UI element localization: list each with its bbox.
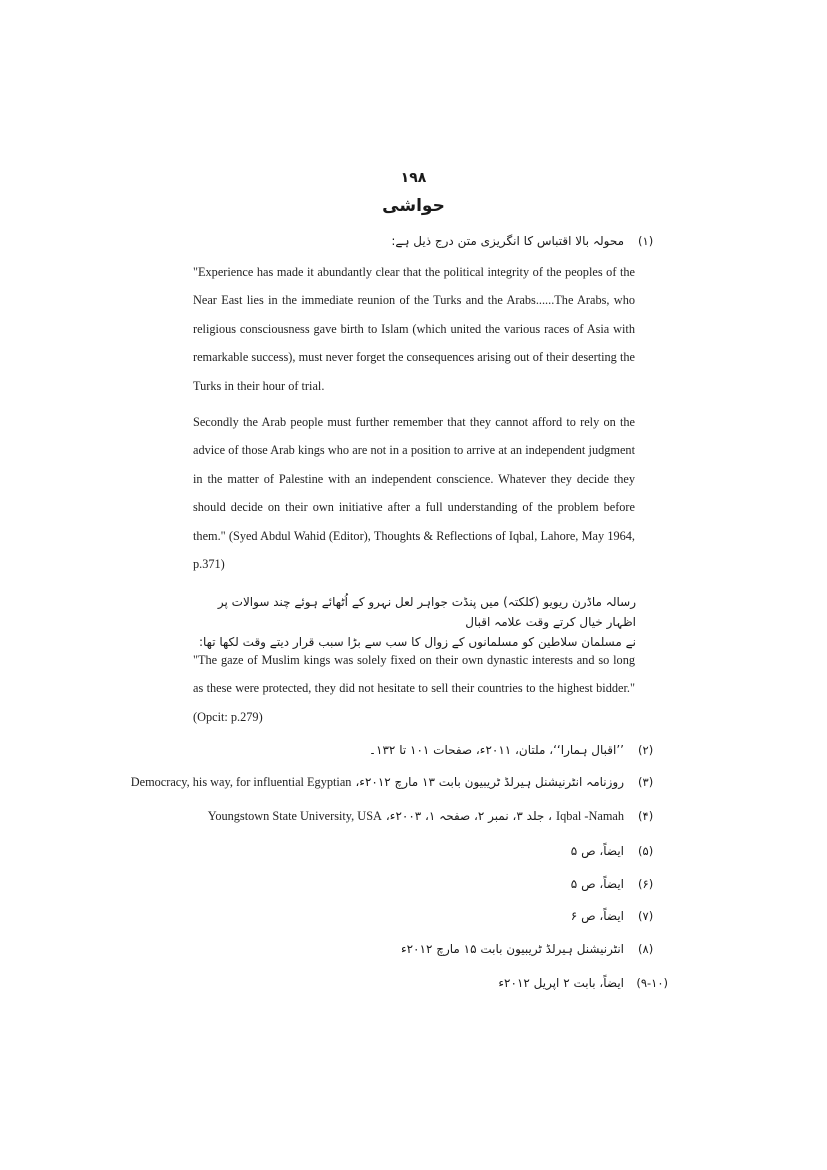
footnote-2 xyxy=(160,740,668,760)
footnote-number: (۴) xyxy=(638,809,654,823)
footnote-8 xyxy=(160,939,668,959)
quote-paragraph: Secondly the Arab people must further remember that they cannot afford to rely on the advice of those Arab kings who are not in a position to arrive at an independent judgment in the matter of Palestine with an independent conscience. Whatever they decide they should decide on their own initiative after a full understanding of the problem before them." (Syed Abdul Wahid (Editor), Thoughts & Reflections of Iqbal, Lahore, May 1964, p.371) xyxy=(193,415,635,572)
footnote-1 xyxy=(160,231,668,251)
footnote-6 xyxy=(160,874,668,894)
footnote-4 xyxy=(160,806,668,826)
footnote-urdu-text: انٹرنیشنل ہیرلڈ ٹریبیون بابت ۱۵ مارچ ۲۰۱۲ء xyxy=(400,942,624,956)
footnote-urdu-text: ’’اقبال ہمارا‘‘، ملتان، ۲۰۱۱ء، صفحات ۱۰۱ تا ۱۳۲۔ xyxy=(369,743,624,757)
english-quote-1 xyxy=(193,258,635,400)
footnote-7 xyxy=(160,906,668,926)
urdu-paragraph xyxy=(192,592,636,652)
footnote-9-10 xyxy=(160,973,668,993)
footnote-urdu-text: ایضاً، ص ۵ xyxy=(570,877,624,891)
footnote-urdu-text: ایضاً، ص ۶ xyxy=(570,909,624,923)
quote-paragraph: "The gaze of Muslim kings was solely fixed on their own dynastic interests and so long as these were protected, they did not hesitate to sell their countries to the highest bidder."(Opcit: p.279) xyxy=(193,653,635,724)
footnote-number: (۳) xyxy=(638,775,654,789)
urdu-line: رسالہ ماڈرن ریویو (کلکتہ) میں پنڈت جواہر لعل نہرو کے اُٹھائے ہوئے چند سوالات پر اظہار خیال کرتے وقت علامہ اقبال xyxy=(217,595,636,629)
english-quote-3 xyxy=(193,646,635,731)
journal-name: Iqbal -Namah xyxy=(556,808,624,823)
footnote-english-text: Youngstown State University, USA xyxy=(207,808,382,823)
footnote-urdu-text: روزنامہ انٹرنیشنل ہیرلڈ ٹریبیون بابت ۱۳ مارچ ۲۰۱۲ء، xyxy=(355,775,624,789)
footnote-urdu-text: ایضاً، ص ۵ xyxy=(570,844,624,858)
footnote-english-text: Democracy, his way, for influential Egyptian xyxy=(130,774,352,789)
section-heading: حواشی xyxy=(382,196,445,216)
footnote-urdu-text: ، جلد ۳، نمبر ۲، صفحہ ۱، ۲۰۰۳ء، xyxy=(385,809,553,823)
footnote-urdu-text: ایضاً، بابت ۲ اپریل ۲۰۱۲ء xyxy=(498,976,624,990)
english-quote-2 xyxy=(193,408,635,578)
footnote-3 xyxy=(130,772,668,792)
footnote-number: (۲) xyxy=(638,743,654,757)
footnote-urdu-text: محولہ بالا اقتباس کا انگریزی متن درج ذیل ہے: xyxy=(391,234,624,248)
footnote-number: (۶) xyxy=(638,877,654,891)
page-number: ١٩٨ xyxy=(400,170,427,186)
footnote-number: (۱) xyxy=(638,234,654,248)
footnote-5 xyxy=(160,841,668,861)
footnote-number: (۸) xyxy=(638,942,654,956)
footnote-number: (۹-۱۰) xyxy=(636,976,668,990)
footnote-number: (۵) xyxy=(638,844,654,858)
footnote-number: (۷) xyxy=(638,909,654,923)
quote-paragraph: "Experience has made it abundantly clear that the political integrity of the peoples of the Near East lies in the immediate reunion of the Turks and the Arabs......The Arabs, who religious consciousness gave birth to Islam (which united the various races of Asia with remarkable success), must never forget the consequences arising out of their deserting the Turks in their hour of trial. xyxy=(193,265,635,393)
urdu-line: نے مسلمان سلاطین کو مسلمانوں کے زوال کا سب سے بڑا سبب قرار دیتے وقت لکھا تھا: xyxy=(198,635,636,649)
